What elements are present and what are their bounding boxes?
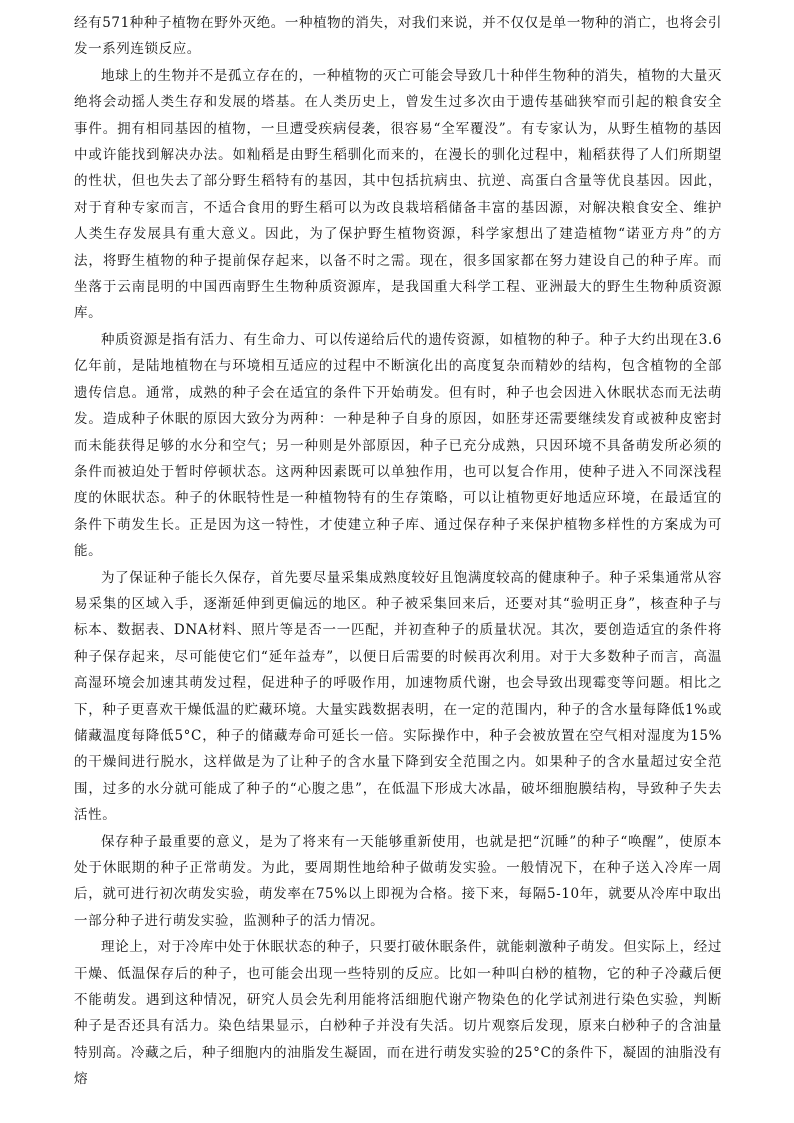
- paragraph-5: 保存种子最重要的意义，是为了将来有一天能够重新使用，也就是把“沉睡”的种子“唤醒”，使原本处于休眠期的种子正常萌发。为此，要周期性地给种子做萌发实验。一般情况下，在种子送入冷库一周后，就可进行初次萌发实验，萌发率在75%以上即视为合格。接下来，每隔5-10年，就要从冷库中取出一部分种子进行萌发实验，监测种子的活力情况。: [74, 833, 722, 929]
- paragraph-4: 为了保证种子能长久保存，首先要尽量采集成熟度较好且饱满度较高的健康种子。种子采集通常从容易采集的区域入手，逐渐延伸到更偏远的地区。种子被采集回来后，还要对其“验明正身”，核查种子与标本、数据表、DNA材料、照片等是否一一匹配，并初查种子的质量状况。其次，要创造适宜的条件将种子保存起来，尽可能使它们“延年益寿”，以便日后需要的时候再次利用。对于大多数种子而言，高温高湿环境会加速其萌发过程，促进种子的呼吸作用，加速物质代谢，也会导致出现霉变等问题。相比之下，种子更喜欢干燥低温的贮藏环境。大量实践数据表明，在一定的范围内，种子的含水量每降低1%或储藏温度每降低5°C，种子的储藏寿命可延长一倍。实际操作中，种子会被放置在空气相对湿度为15%的干燥间进行脱水，这样做是为了让种子的含水量下降到安全范围之内。如果种子的含水量超过安全范围，过多的水分就可能成了种子的“心腹之患”，在低温下形成大冰晶，破坏细胞膜结构，导致种子失去活性。: [74, 569, 722, 824]
- document-page: [74, 10, 722, 1093]
- paragraph-2: 地球上的生物并不是孤立存在的，一种植物的灭亡可能会导致几十种伴生物种的消失，植物的大量灭绝将会动摇人类生存和发展的塔基。在人类历史上，曾发生过多次由于遗传基础狭窄而引起的粮食安全事件。拥有相同基因的植物，一旦遭受疾病侵袭，很容易“全军覆没”。有专家认为，从野生植物的基因中或许能找到解决办法。如籼稻是由野生稻驯化而来的，在漫长的驯化过程中，籼稻获得了人们所期望的性状，但也失去了部分野生稻特有的基因，其中包括抗病虫、抗逆、高蛋白含量等优良基因。因此，对于育种专家而言，不适合食用的野生稻可以为改良栽培稻储备丰富的基因源，对解决粮食安全、维护人类生存发展具有重大意义。因此，为了保护野生植物资源，科学家想出了建造植物“诺亚方舟”的方法，将野生植物的种子提前保存起来，以备不时之需。现在，很多国家都在努力建设自己的种子库。而坐落于云南昆明的中国西南野生生物种质资源库，是我国重大科学工程、亚洲最大的野生生物种质资源库。: [74, 67, 722, 322]
- paragraph-6: 理论上，对于冷库中处于休眠状态的种子，只要打破休眠条件，就能刺激种子萌发。但实际上，经过干燥、低温保存后的种子，也可能会出现一些特别的反应。比如一种叫白桫的植物，它的种子冷藏后便不能萌发。遇到这种情况，研究人员会先利用能将活细胞代谢产物染色的化学试剂进行染色实验，判断种子是否还具有活力。染色结果显示，白桫种子并没有失活。切片观察后发现，原来白桫种子的含油量特别高。冷藏之后，种子细胞内的油脂发生凝固，而在进行萌发实验的25°C的条件下，凝固的油脂没有熔: [74, 939, 722, 1088]
- paragraph-3: 种质资源是指有活力、有生命力、可以传递给后代的遗传资源，如植物的种子。种子大约出现在3.6亿年前，是陆地植物在与环境相互适应的过程中不断演化出的高度复杂而精妙的结构，包含植物的全部遗传信息。通常，成熟的种子会在适宜的条件下开始萌发。但有时，种子也会因进入休眠状态而无法萌发。造成种子休眠的原因大致分为两种：一种是种子自身的原因，如胚芽还需要继续发育或被种皮密封而未能获得足够的水分和空气；另一种则是外部原因，种子已充分成熟，只因环境不具备萌发所必须的条件而被迫处于暂时停顿状态。这两种因素既可以单独作用，也可以复合作用，使种子进入不同深浅程度的休眠状态。种子的休眠特性是一种植物特有的生存策略，可以让植物更好地适应环境，在最适宜的条件下萌发生长。正是因为这一特性，才使建立种子库、通过保存种子来保护植物多样性的方案成为可能。: [74, 331, 722, 560]
- paragraph-1: 经有571种种子植物在野外灭绝。一种植物的消失，对我们来说，并不仅仅是单一物种的消亡，也将会引发一系列连锁反应。: [74, 15, 722, 58]
